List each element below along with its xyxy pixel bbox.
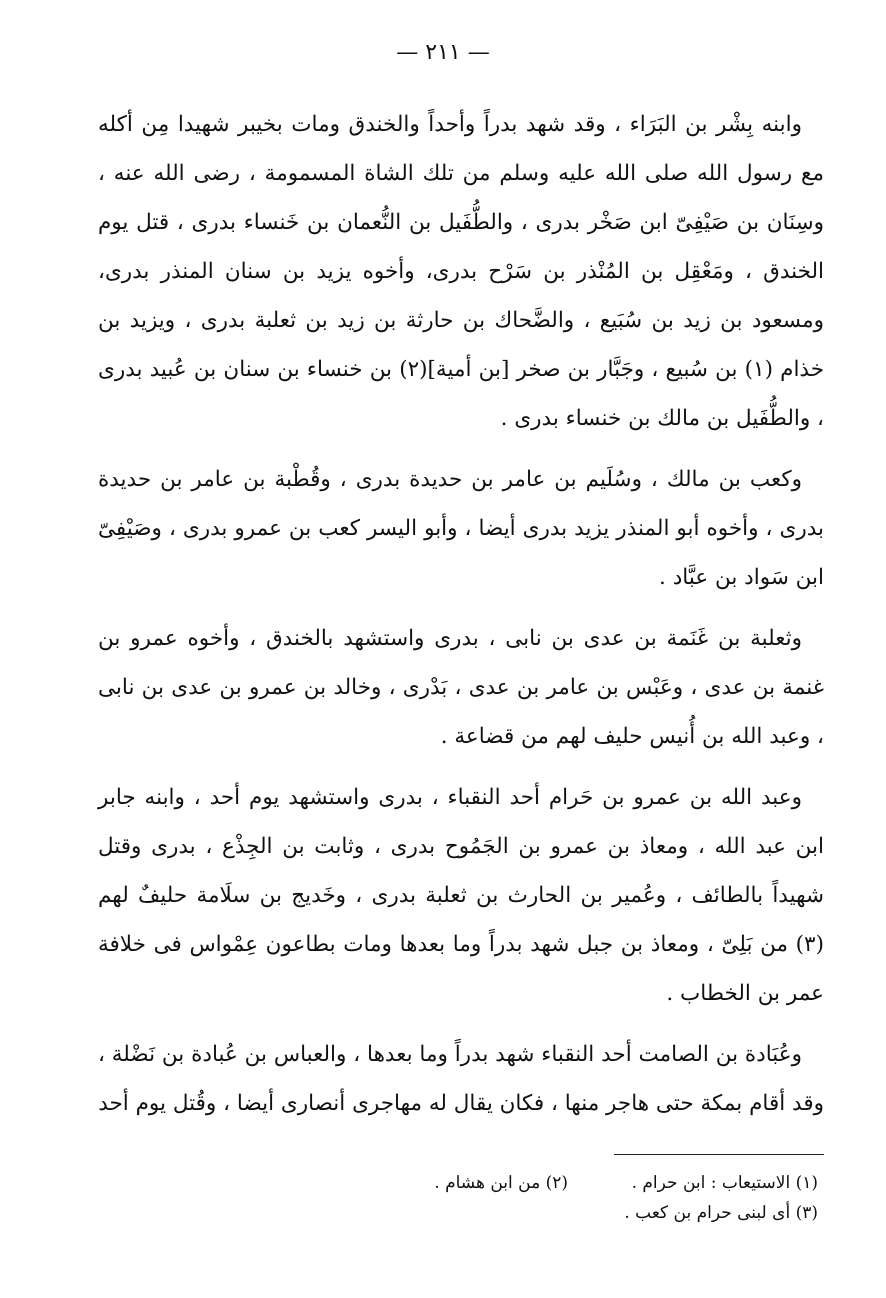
footnote-3: (٣) أى لبنى حرام بن كعب .	[624, 1203, 818, 1223]
paragraph-2: وكعب بن مالك ، وسُلَيم بن عامر بن حديدة بدرى ، وقُطْبة بن عامر بن حديدة بدرى ، وأخوه أبو المنذر يزيد بدرى أيضا ، وأبو اليسر كعب بن عمرو بدرى ، وصَيْفِىّ ابن سَواد بن عبَّاد .	[98, 467, 824, 590]
footnote-divider	[614, 1154, 824, 1155]
footnote-row-1	[298, 1168, 818, 1198]
paragraph-5: وعُبَادة بن الصامت أحد النقباء شهد بدراً وما بعدها ، والعباس بن عُبادة بن نَضْلة ، وقد أقام بمكة حتى هاجر منها ، فكان يقال له مهاجرى أنصارى أيضا ، وقُتل يوم أحد	[98, 1042, 824, 1116]
page-number: — ٢١١ —	[396, 40, 490, 65]
body-text	[98, 100, 824, 1140]
paragraph-4: وعبد الله بن عمرو بن حَرام أحد النقباء ، بدرى واستشهد يوم أحد ، وابنه جابر ابن عبد الله ، ومعاذ بن عمرو بن الجَمُوح بدرى ، وثابت بن الجِذْع ، بدرى وقتل شهيداً بالطائف ، وعُمير بن الحارث بن ثعلبة بدرى ، وخَديج بن سلَامة حليفٌ لهم (٣) من بَلِىّ ، ومعاذ بن جبل شهد بدراً وما بعدها ومات بطاعون عِمْواس فى خلافة عمر بن الخطاب .	[98, 785, 824, 1006]
paragraph-1: وابنه بِشْر بن البَرَاء ، وقد شهد بدراً وأحداً والخندق ومات بخيبر شهيدا مِن أكله مع رسول الله صلى الله عليه وسلم من تلك الشاة المسمومة ، رضى الله عنه ، وسِنَان بن صَيْفِىّ ابن صَخْر بدرى ، والطُّفَيل بن النُّعمان بن خَنساء بدرى ، قتل يوم الخندق ، ومَعْقِل بن المُنْذر بن سَرْح بدرى، وأخوه يزيد بن سنان المنذر بدرى، ومسعود بن زيد بن سُبَيع ، والضَّحاك بن حارثة بن زيد بن ثعلبة بدرى ، ويزيد بن خذام (١) بن سُبيع ، وجَبَّار بن صخر [بن أمية](٢) بن خنساء بن سنان بن عُبيد بدرى ، والطُّفَيل بن مالك بن خنساء بدرى .	[98, 112, 824, 431]
paragraph-3: وثعلبة بن غَنَمة بن عدى بن نابى ، بدرى واستشهد بالخندق ، وأخوه عمرو بن غنمة بن عدى ، وعَبْس بن عامر بن عدى ، بَدْرى ، وخالد بن عمرو بن عدى بن نابى ، وعبد الله بن أُنيس حليف لهم من قضاعة .	[98, 626, 824, 749]
footnotes	[298, 1168, 818, 1228]
footnote-2: (٢) من ابن هشام .	[434, 1173, 568, 1193]
footnote-row-2	[298, 1198, 818, 1228]
footnote-1: (١) الاستيعاب : ابن حرام .	[631, 1173, 818, 1193]
